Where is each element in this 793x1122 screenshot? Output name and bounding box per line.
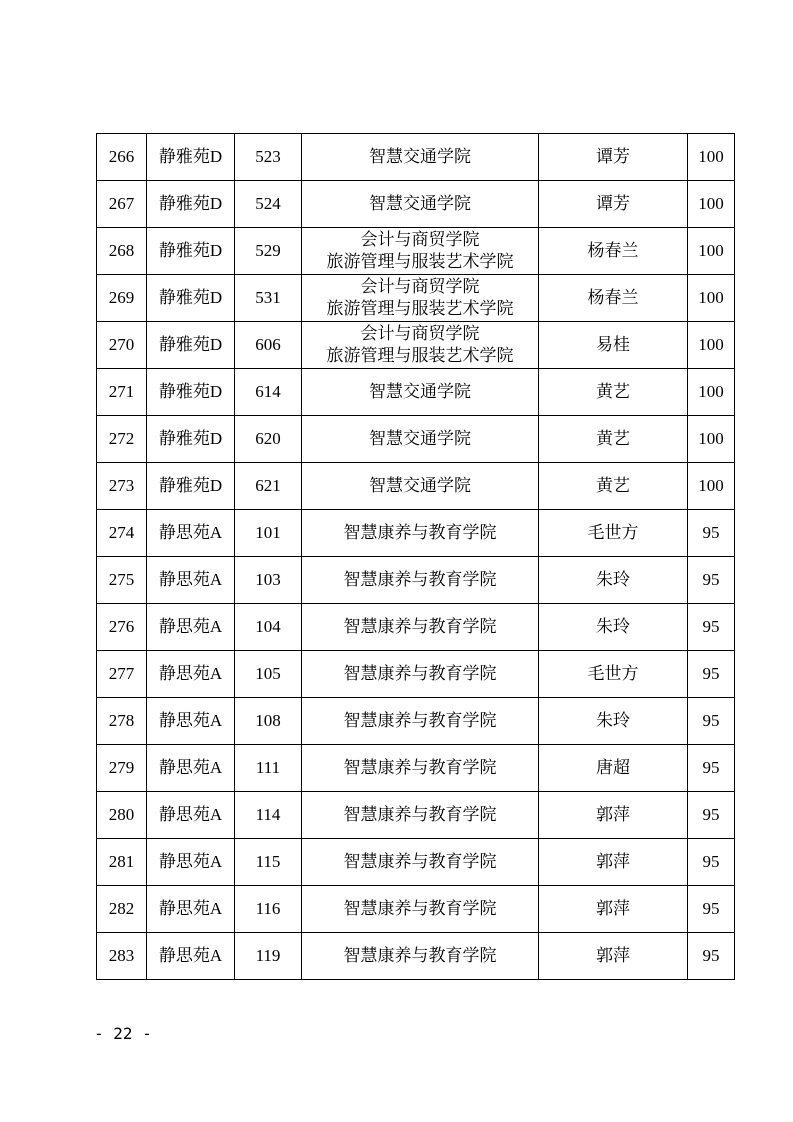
table-row (97, 886, 735, 933)
row-number-cell: 281 (97, 839, 147, 886)
college-cell (302, 933, 539, 980)
row-number-cell: 278 (97, 698, 147, 745)
room-cell: 531 (235, 275, 302, 322)
person-cell: 谭芳 (539, 134, 688, 181)
table-row (97, 651, 735, 698)
row-number-cell: 283 (97, 933, 147, 980)
score-cell: 100 (688, 181, 735, 228)
building-cell: 静思苑A (147, 745, 235, 792)
room-cell: 108 (235, 698, 302, 745)
page-number: - 22 - (94, 1024, 152, 1043)
person-cell: 郭萍 (539, 839, 688, 886)
table-row (97, 463, 735, 510)
person-cell: 毛世方 (539, 510, 688, 557)
score-cell: 95 (688, 792, 735, 839)
person-cell: 毛世方 (539, 651, 688, 698)
college-cell (302, 557, 539, 604)
person-cell: 朱玲 (539, 698, 688, 745)
college-name: 智慧交通学院 (369, 147, 471, 166)
table-row (97, 322, 735, 369)
table-row (97, 228, 735, 275)
person-cell: 黄艺 (539, 463, 688, 510)
row-number-cell: 274 (97, 510, 147, 557)
college-cell (302, 651, 539, 698)
college-name: 智慧康养与教育学院 (343, 711, 497, 730)
building-cell: 静思苑A (147, 792, 235, 839)
table-row (97, 510, 735, 557)
row-number-cell: 271 (97, 369, 147, 416)
row-number-cell: 269 (97, 275, 147, 322)
score-cell: 100 (688, 275, 735, 322)
building-cell: 静思苑A (147, 604, 235, 651)
college-name: 智慧康养与教育学院 (343, 946, 497, 965)
person-cell: 郭萍 (539, 933, 688, 980)
college-name: 智慧康养与教育学院 (343, 664, 497, 683)
building-cell: 静雅苑D (147, 416, 235, 463)
room-cell: 114 (235, 792, 302, 839)
college-cell (302, 886, 539, 933)
person-cell: 朱玲 (539, 604, 688, 651)
college-name: 会计与商贸学院 (360, 277, 480, 296)
person-cell: 朱玲 (539, 557, 688, 604)
score-cell: 100 (688, 322, 735, 369)
table-body (97, 134, 735, 980)
building-cell: 静雅苑D (147, 369, 235, 416)
score-cell: 100 (688, 228, 735, 275)
college-name: 智慧交通学院 (369, 194, 471, 213)
row-number-cell: 279 (97, 745, 147, 792)
table-row (97, 604, 735, 651)
room-cell: 523 (235, 134, 302, 181)
college-cell (302, 510, 539, 557)
person-cell: 郭萍 (539, 886, 688, 933)
college-cell (302, 322, 539, 369)
score-cell: 100 (688, 134, 735, 181)
college-cell (302, 181, 539, 228)
room-cell: 529 (235, 228, 302, 275)
person-cell: 杨春兰 (539, 275, 688, 322)
building-cell: 静雅苑D (147, 134, 235, 181)
college-name: 智慧康养与教育学院 (343, 805, 497, 824)
score-cell: 95 (688, 651, 735, 698)
building-cell: 静思苑A (147, 557, 235, 604)
room-cell: 119 (235, 933, 302, 980)
room-cell: 116 (235, 886, 302, 933)
table-row (97, 275, 735, 322)
room-cell: 111 (235, 745, 302, 792)
college-cell (302, 839, 539, 886)
building-cell: 静思苑A (147, 886, 235, 933)
room-cell: 101 (235, 510, 302, 557)
room-cell: 614 (235, 369, 302, 416)
row-number-cell: 275 (97, 557, 147, 604)
row-number-cell: 273 (97, 463, 147, 510)
score-cell: 95 (688, 698, 735, 745)
dormitory-score-table (96, 133, 735, 980)
row-number-cell: 280 (97, 792, 147, 839)
college-cell (302, 228, 539, 275)
college-name: 会计与商贸学院 (360, 230, 480, 249)
room-cell: 115 (235, 839, 302, 886)
score-cell: 95 (688, 839, 735, 886)
row-number-cell: 270 (97, 322, 147, 369)
college-cell (302, 792, 539, 839)
row-number-cell: 266 (97, 134, 147, 181)
college-cell (302, 463, 539, 510)
college-name: 会计与商贸学院 (360, 324, 480, 343)
row-number-cell: 276 (97, 604, 147, 651)
row-number-cell: 267 (97, 181, 147, 228)
table-row (97, 134, 735, 181)
row-number-cell: 282 (97, 886, 147, 933)
college-cell (302, 745, 539, 792)
score-cell: 100 (688, 463, 735, 510)
score-cell: 95 (688, 510, 735, 557)
table-row (97, 698, 735, 745)
score-cell: 95 (688, 557, 735, 604)
building-cell: 静思苑A (147, 651, 235, 698)
score-cell: 100 (688, 369, 735, 416)
table-row (97, 416, 735, 463)
person-cell: 谭芳 (539, 181, 688, 228)
building-cell: 静思苑A (147, 839, 235, 886)
person-cell: 黄艺 (539, 416, 688, 463)
college-name: 旅游管理与服装艺术学院 (326, 346, 514, 365)
college-name: 智慧康养与教育学院 (343, 899, 497, 918)
person-cell: 郭萍 (539, 792, 688, 839)
college-name: 智慧交通学院 (369, 476, 471, 495)
table-row (97, 181, 735, 228)
table-row (97, 369, 735, 416)
college-cell (302, 604, 539, 651)
college-name: 旅游管理与服装艺术学院 (326, 299, 514, 318)
building-cell: 静雅苑D (147, 463, 235, 510)
person-cell: 易桂 (539, 322, 688, 369)
college-cell (302, 134, 539, 181)
building-cell: 静思苑A (147, 510, 235, 557)
college-cell (302, 275, 539, 322)
building-cell: 静雅苑D (147, 228, 235, 275)
room-cell: 105 (235, 651, 302, 698)
table-row (97, 745, 735, 792)
room-cell: 620 (235, 416, 302, 463)
building-cell: 静思苑A (147, 933, 235, 980)
building-cell: 静雅苑D (147, 322, 235, 369)
score-cell: 95 (688, 604, 735, 651)
college-name: 智慧康养与教育学院 (343, 570, 497, 589)
table-row (97, 933, 735, 980)
building-cell: 静雅苑D (147, 275, 235, 322)
score-cell: 95 (688, 745, 735, 792)
college-cell (302, 369, 539, 416)
room-cell: 621 (235, 463, 302, 510)
person-cell: 杨春兰 (539, 228, 688, 275)
room-cell: 104 (235, 604, 302, 651)
person-cell: 黄艺 (539, 369, 688, 416)
person-cell: 唐超 (539, 745, 688, 792)
building-cell: 静思苑A (147, 698, 235, 745)
row-number-cell: 268 (97, 228, 147, 275)
college-name: 旅游管理与服装艺术学院 (326, 252, 514, 271)
college-cell (302, 416, 539, 463)
building-cell: 静雅苑D (147, 181, 235, 228)
college-name: 智慧交通学院 (369, 382, 471, 401)
college-name: 智慧康养与教育学院 (343, 852, 497, 871)
college-name: 智慧康养与教育学院 (343, 758, 497, 777)
college-cell (302, 698, 539, 745)
table-row (97, 557, 735, 604)
row-number-cell: 272 (97, 416, 147, 463)
table-row (97, 839, 735, 886)
room-cell: 103 (235, 557, 302, 604)
college-name: 智慧交通学院 (369, 429, 471, 448)
room-cell: 606 (235, 322, 302, 369)
table-row (97, 792, 735, 839)
score-cell: 100 (688, 416, 735, 463)
score-cell: 95 (688, 933, 735, 980)
college-name: 智慧康养与教育学院 (343, 523, 497, 542)
room-cell: 524 (235, 181, 302, 228)
row-number-cell: 277 (97, 651, 147, 698)
college-name: 智慧康养与教育学院 (343, 617, 497, 636)
score-cell: 95 (688, 886, 735, 933)
